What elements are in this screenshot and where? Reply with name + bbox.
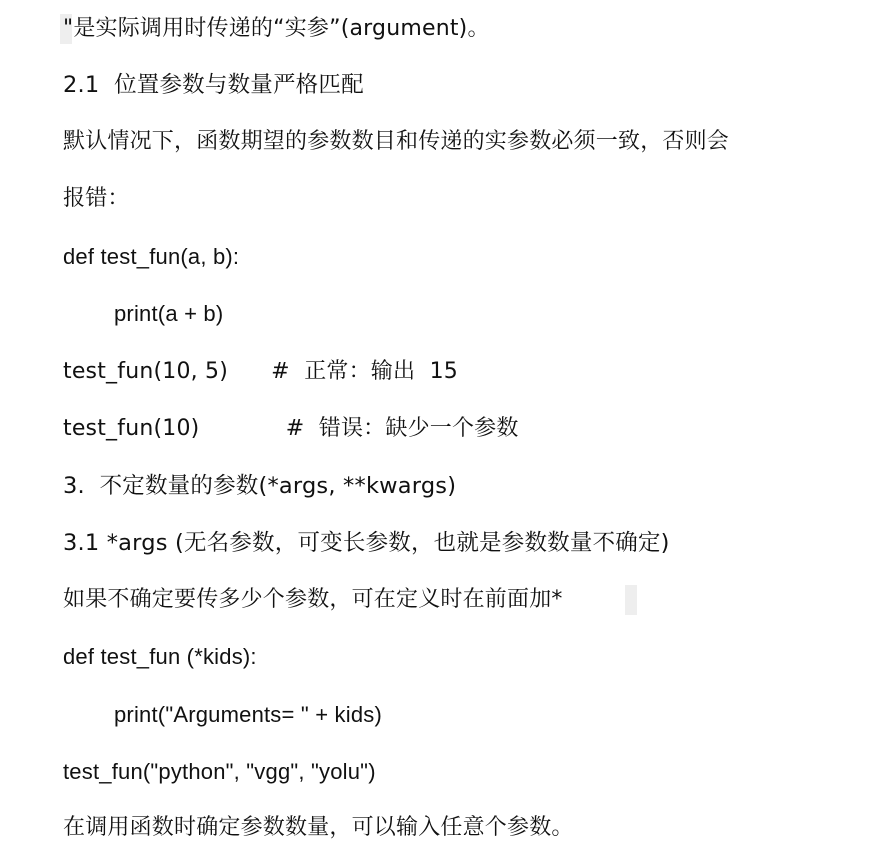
section-heading-3: 3. 不定数量的参数(*args, **kwargs) [63, 473, 457, 499]
paragraph-argument-note: "是实际调用时传递的“实参”(argument)。 [63, 16, 490, 41]
code-line-print: print(a + b) [114, 301, 224, 326]
code-line-call-kids: test_fun("python", "vgg", "yolu") [63, 759, 376, 784]
paragraph-args-intro: 如果不确定要传多少个参数，可在定义时在前面加* [63, 587, 563, 612]
highlight-mark [625, 585, 637, 615]
code-line-def-kids: def test_fun (*kids): [63, 644, 257, 669]
section-heading-3-1: 3.1 *args (无名参数，可变长参数，也就是参数数量不确定) [63, 530, 670, 556]
code-line-def: def test_fun(a, b): [63, 244, 240, 269]
paragraph-continuation: 报错： [63, 186, 130, 211]
paragraph-args-summary: 在调用函数时确定参数数量，可以输入任意个参数。 [63, 815, 574, 840]
code-line-call-error: test_fun(10) # 错误：缺少一个参数 [63, 416, 519, 441]
code-line-print-kids: print("Arguments= " + kids) [114, 702, 383, 727]
paragraph-default-behavior: 默认情况下，函数期望的参数数目和传递的实参数必须一致，否则会 [63, 129, 730, 154]
code-line-call-ok: test_fun(10, 5) # 正常：输出 15 [63, 359, 458, 384]
section-heading-2-1: 2.1 位置参数与数量严格匹配 [63, 72, 364, 98]
